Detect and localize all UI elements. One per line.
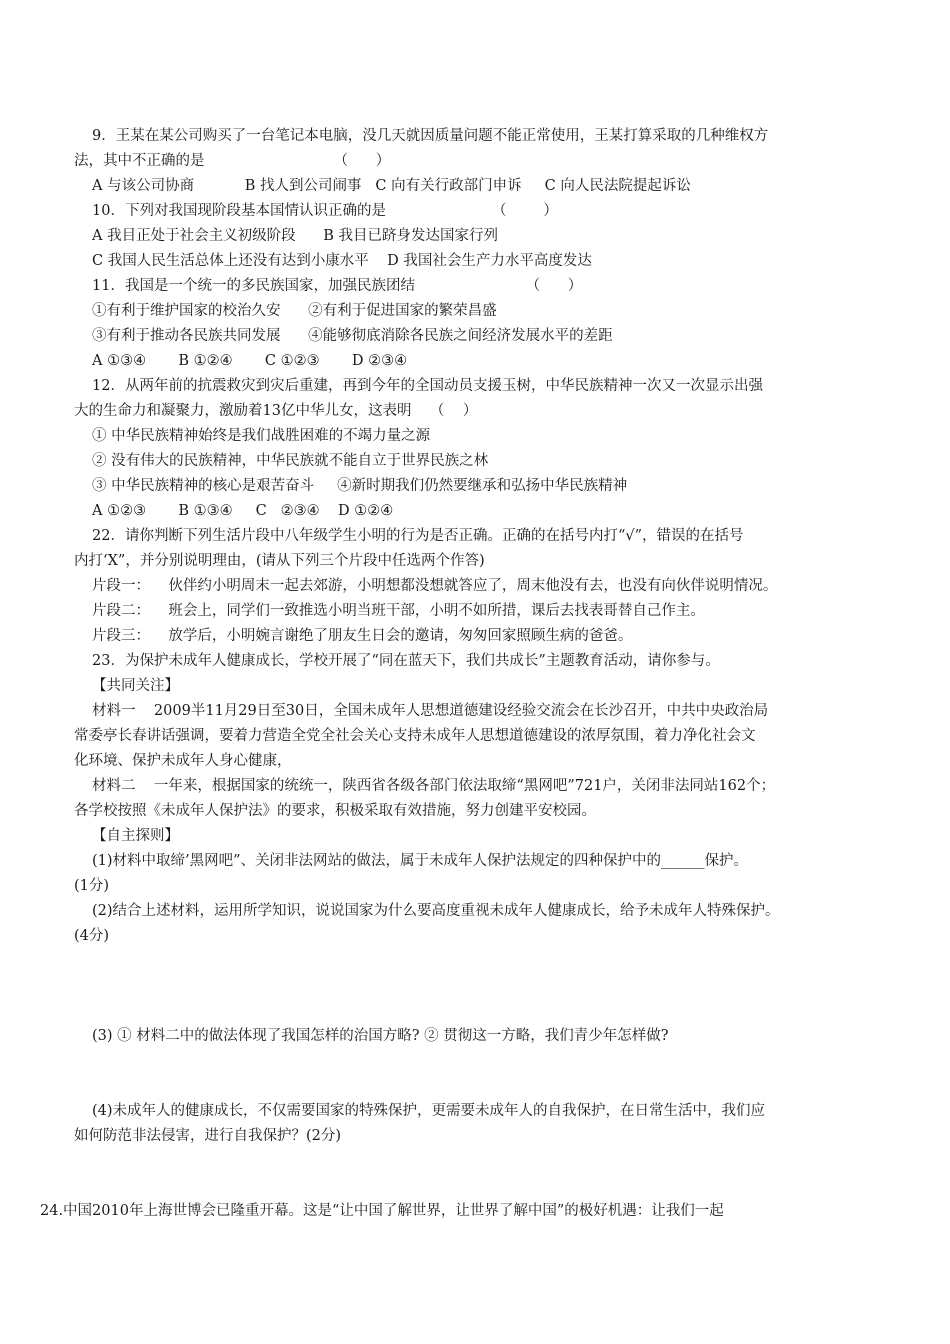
question-12-line-2: 大的生命力和凝聚力，激励着13亿中华儿女，这表明 （ ） <box>74 403 478 419</box>
question-22-fragment-3: 片段三： 放学后，小明婉言谢绝了朋友生日会的邀请，匆匆回家照顾生病的爸爸。 <box>92 628 633 644</box>
question-11-stem: 11．我国是一个统一的多民族国家，加强民族团结 （ ） <box>92 278 583 294</box>
section-heading-common-focus: 【共同关注】 <box>92 678 179 694</box>
question-10-stem: 10．下列对我国现阶段基本国情认识正确的是 （ ） <box>92 203 558 219</box>
question-11-items-12: ①有利于维护国家的校治久安 ②有利于促进国家的繁荣昌盛 <box>92 303 497 319</box>
question-12-line-1: 12．从两年前的抗震救灾到灾后重建，再到今年的全国动员支援玉树，中华民族精神一次又一次显示出强 <box>92 378 763 394</box>
sub-question-1-line-1: (1)材料中取缔’黑网吧”、关闭非法网站的做法，属于未成年人保护法规定的四种保护中的______保护。 <box>92 853 749 869</box>
question-24-stem: 24.中国2010年上海世博会已隆重开幕。这是“让中国了解世界，让世界了解中国”的极好机遇：让我们一起 <box>40 1203 724 1219</box>
question-22-line-1: 22．请你判断下列生活片段中八年级学生小明的行为是否正确。正确的在括号内打“√”，错误的在括号 <box>92 528 744 544</box>
question-9-line-2: 法，其中不正确的是 （ ） <box>74 153 391 169</box>
question-23-stem: 23．为保护未成年人健康成长，学校开展了“同在蓝天下，我们共成长”主题教育活动，请你参与。 <box>92 653 720 669</box>
question-9-options: A 与该公司协商 B 找人到公司闹事 C 向有关行政部门申诉 C 向人民法院提起诉讼 <box>92 178 691 194</box>
sub-question-2-score: (4分) <box>74 928 110 944</box>
material-1-line-1: 材料一 2009半11月29日至30日，全国未成年人思想道德建设经验交流会在长沙召开，中共中央政治局 <box>92 703 769 719</box>
section-heading-self-exploration: 【自主探则】 <box>92 828 179 844</box>
question-10-options-cd: C 我国人民生活总体上还没有达到小康水平 D 我国社会生产力水平高度发达 <box>92 253 592 269</box>
question-12-item-1: ① 中华民族精神始终是我们战胜困难的不竭力量之源 <box>92 428 431 444</box>
question-11-options: A ①③④ B ①②④ C ①②③ D ②③④ <box>92 353 408 369</box>
question-22-line-2: 内打‘X”，并分别说明理由，(请从下列三个片段中任选两个作答) <box>74 553 485 569</box>
sub-question-3: (3) ① 材料二中的做法体现了我国怎样的治国方略? ② 贯彻这一方略，我们青少年怎样做? <box>92 1028 669 1044</box>
sub-question-4-line-1: (4)未成年人的健康成长，不仅需要国家的特殊保护，更需要未成年人的自我保护，在日常生活中，我们应 <box>92 1103 766 1119</box>
question-12-options: A ①②③ B ①③④ C ②③④ D ①②④ <box>92 503 394 519</box>
question-22-fragment-2: 片段二： 班会上，同学们一致推选小明当班干部，小明不如所措，课后去找表哥替自己作主。 <box>92 603 705 619</box>
sub-question-2-line-1: (2)结合上述材料，运用所学知识，说说国家为什么要高度重视未成年人健康成长，给予未成年人特殊保护。 <box>92 903 780 919</box>
material-2-line-2: 各学校按照《未成年人保护法》的要求，积极采取有效措施，努力创建平安校园。 <box>74 803 596 819</box>
material-1-line-3: 化环境、保护未成年人身心健康， <box>74 753 292 769</box>
question-11-items-34: ③有利于推动各民族共同发展 ④能够彻底消除各民族之间经济发展水平的差距 <box>92 328 613 344</box>
sub-question-1-score: (1分) <box>74 878 110 894</box>
question-12-item-2: ② 没有伟大的民族精神，中华民族就不能自立于世界民族之林 <box>92 453 489 469</box>
sub-question-4-line-2: 如何防范非法侵害，进行自我保护？(2分) <box>74 1128 342 1144</box>
question-12-item-3-4: ③ 中华民族精神的核心是艰苦奋斗 ④新时期我们仍然要继承和弘扬中华民族精神 <box>92 478 628 494</box>
question-22-fragment-1: 片段一： 伙伴约小明周末一起去郊游，小明想都没想就答应了，周末他没有去，也没有向伙伴说明情况。 <box>92 578 778 594</box>
material-1-line-2: 常委亭长春讲话强调，要着力营造全党全社会关心支持未成年人思想道德建设的浓厚氛围，着力净化社会文 <box>74 728 756 744</box>
material-2-line-1: 材料二 一年来，根据国家的统统一，陕西省各级各部门依法取缔“黑网吧”721户，关闭非法同站162个； <box>92 778 776 794</box>
question-10-options-ab: A 我目正处于社会主义初级阶段 B 我目已跻身发达国家行列 <box>92 228 498 244</box>
question-9-line-1: 9．王某在某公司购买了一台笔记本电脑，没几天就因质量问题不能正常使用，王某打算采取的几种维权方 <box>92 128 769 144</box>
